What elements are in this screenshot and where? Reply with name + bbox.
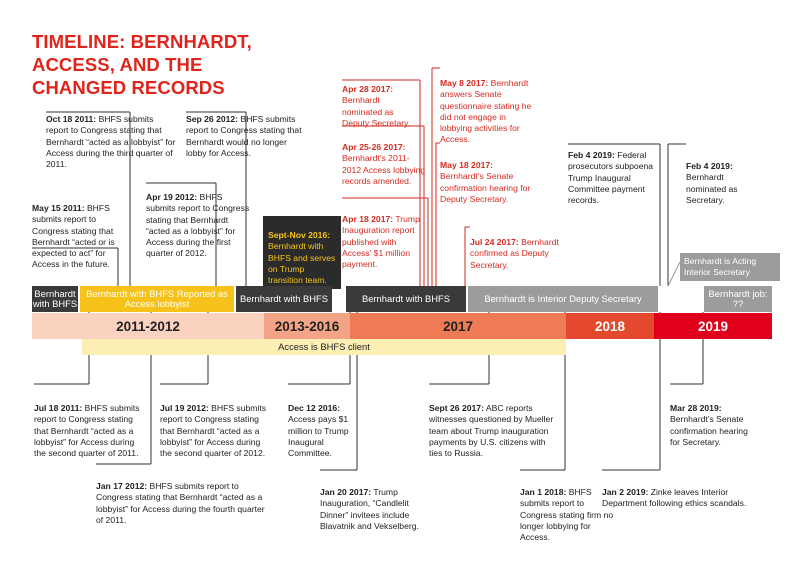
event-feb-4-2019-nominated bbox=[686, 150, 766, 206]
event-text: Bernhardt with BHFS and serves on Trump transition team. bbox=[268, 241, 336, 286]
event-date: May 18 2017: bbox=[440, 160, 494, 171]
event-date: Jan 2 2019: bbox=[602, 487, 649, 498]
access-client-bar: Access is BHFS client bbox=[82, 339, 566, 355]
event-text: BHFS submits report to Congress stating that Bernhardt “acted or is expected to act” for Access in the future. bbox=[32, 203, 115, 270]
event-jul-19-2012 bbox=[160, 392, 272, 459]
event-text: Access pays $1 million to Trump Inaugural Committee. bbox=[288, 414, 349, 459]
event-apr-19-2012 bbox=[146, 181, 254, 259]
event-date: Sept-Nov 2016: bbox=[268, 230, 331, 241]
band-bhfs-early: Bernhardt with BHFS bbox=[32, 286, 78, 312]
band-bhfs-late: Bernhardt with BHFS bbox=[346, 286, 466, 312]
event-date: Jan 20 2017: bbox=[320, 487, 372, 498]
band-job-unknown: Bernhardt job: ?? bbox=[704, 286, 772, 312]
event-oct-18-2011 bbox=[46, 103, 176, 170]
event-may-15-2011 bbox=[32, 192, 132, 270]
event-date: Jan 17 2012: bbox=[96, 481, 148, 492]
event-text: BHFS submits report to Congress stating that Bernhardt would no longer lobby for Access. bbox=[186, 114, 302, 158]
event-text: Trump Inauguration, “Candlelit Dinner” invitees include Blavatnik and Vekselberg. bbox=[320, 487, 419, 531]
event-text: ABC reports witnesses questioned by Mueller team about Trump inauguration payments by U.S. citizens with ties to Russia. bbox=[429, 403, 554, 459]
band-access-lobbyist: Bernhardt with BHFS Reported as Access lobbyist bbox=[80, 286, 234, 312]
event-text: Bernhardt’s Senate confirmation hearing for Deputy Secretary. bbox=[440, 171, 531, 204]
event-date: Apr 28 2017: bbox=[342, 84, 394, 95]
event-text: Trump Inauguration report published with Access’ $1 million payment. bbox=[342, 214, 420, 270]
band-deputy-secretary: Bernhardt is Interior Deputy Secretary bbox=[468, 286, 658, 312]
event-date: Feb 4 2019: bbox=[568, 150, 615, 161]
event-date: Feb 4 2019: bbox=[686, 161, 733, 172]
event-date: Mar 28 2019: bbox=[670, 403, 722, 414]
year-2011-2012: 2011-2012 bbox=[32, 313, 264, 339]
event-date: Apr 18 2017: bbox=[342, 214, 394, 225]
event-date: Dec 12 2016: bbox=[288, 403, 341, 414]
event-date: May 8 2017: bbox=[440, 78, 489, 89]
event-text: Bernhardt answers Senate questionnaire stating he did not engage in lobbying activities for Access. bbox=[440, 78, 532, 145]
event-text: Bernhardt’s Senate confirmation hearing for Secretary. bbox=[670, 414, 748, 447]
event-text: BHFS submits report to Congress stating that Bernhardt “acted as a lobbyist” for Access during the fourth quarter of 2011. bbox=[96, 481, 265, 525]
event-mar-28-2019 bbox=[670, 392, 760, 448]
event-date: Sept 26 2017: bbox=[429, 403, 484, 414]
event-text: BHFS submits report to Congress stating that Bernhardt “acted as a lobbyist” for Access during the third quarter of 2011. bbox=[46, 114, 176, 170]
event-apr-18-2017 bbox=[342, 203, 424, 270]
event-text: Federal prosecutors subpoena Trump Inaugural Committee payment records. bbox=[568, 150, 654, 206]
event-apr-25-26-2017 bbox=[342, 131, 426, 187]
event-date: May 15 2011: bbox=[32, 203, 85, 214]
event-date: Apr 19 2012: bbox=[146, 192, 198, 203]
event-text: Bernhardt nominated as Deputy Secretary. bbox=[342, 95, 411, 128]
event-sept-nov-2016 bbox=[263, 216, 341, 289]
event-text: BHFS submits report to Congress stating that Bernhardt “acted as a lobbyist” for Access during the second quarter of 2011. bbox=[34, 403, 140, 459]
acting-secretary-label: Bernhardt is Acting Interior Secretary bbox=[680, 253, 780, 281]
year-2013-2016: 2013-2016 bbox=[264, 313, 350, 339]
event-jan-2-2019 bbox=[602, 476, 752, 510]
event-date: Sep 26 2012: bbox=[186, 114, 239, 125]
event-text: BHFS submits report to Congress stating that Bernhardt “acted as a lobbyist” for Access during the first quarter of 2012. bbox=[146, 192, 250, 259]
event-date: Oct 18 2011: bbox=[46, 114, 97, 125]
event-date: Jul 18 2011: bbox=[34, 403, 83, 414]
year-2018: 2018 bbox=[566, 313, 654, 339]
event-date: Jan 1 2018: bbox=[520, 487, 567, 498]
event-may-8-2017 bbox=[440, 67, 540, 145]
event-may-18-2017 bbox=[440, 149, 538, 205]
page-title: TIMELINE: BERNHARDT, ACCESS, AND THE CHANGED RECORDS bbox=[32, 31, 252, 98]
event-text: BHFS submits report to Congress stating firm no longer lobbying for Access. bbox=[520, 487, 614, 543]
event-text: Bernhardt confirmed as Deputy Secretary. bbox=[470, 237, 559, 270]
event-text: BHFS submits report to Congress stating that Bernhardt “acted as a lobbyist” for Access during the second quarter of 2012. bbox=[160, 403, 267, 459]
year-2017: 2017 bbox=[350, 313, 566, 339]
event-text: Bernhardt nominated as Secretary. bbox=[686, 172, 738, 205]
event-date: Jul 24 2017: bbox=[470, 237, 519, 248]
event-dec-12-2016 bbox=[288, 392, 364, 459]
event-feb-4-2019-subpoena bbox=[568, 139, 670, 206]
event-text: Zinke leaves Interior Department following ethics scandals. bbox=[602, 487, 747, 509]
event-apr-28-2017 bbox=[342, 73, 422, 129]
event-jul-24-2017 bbox=[470, 226, 568, 271]
event-sept-26-2017 bbox=[429, 392, 555, 459]
event-sep-26-2012 bbox=[186, 103, 306, 159]
event-jan-17-2012 bbox=[96, 470, 266, 526]
event-jan-20-2017 bbox=[320, 476, 424, 532]
event-date: Apr 25-26 2017: bbox=[342, 142, 406, 153]
event-jul-18-2011 bbox=[34, 392, 144, 459]
event-date: Jul 19 2012: bbox=[160, 403, 209, 414]
year-2019: 2019 bbox=[654, 313, 772, 339]
event-text: Bernhardt’s 2011-2012 Access lobbying records amended. bbox=[342, 153, 426, 186]
band-bhfs-mid: Bernhardt with BHFS bbox=[236, 286, 332, 312]
